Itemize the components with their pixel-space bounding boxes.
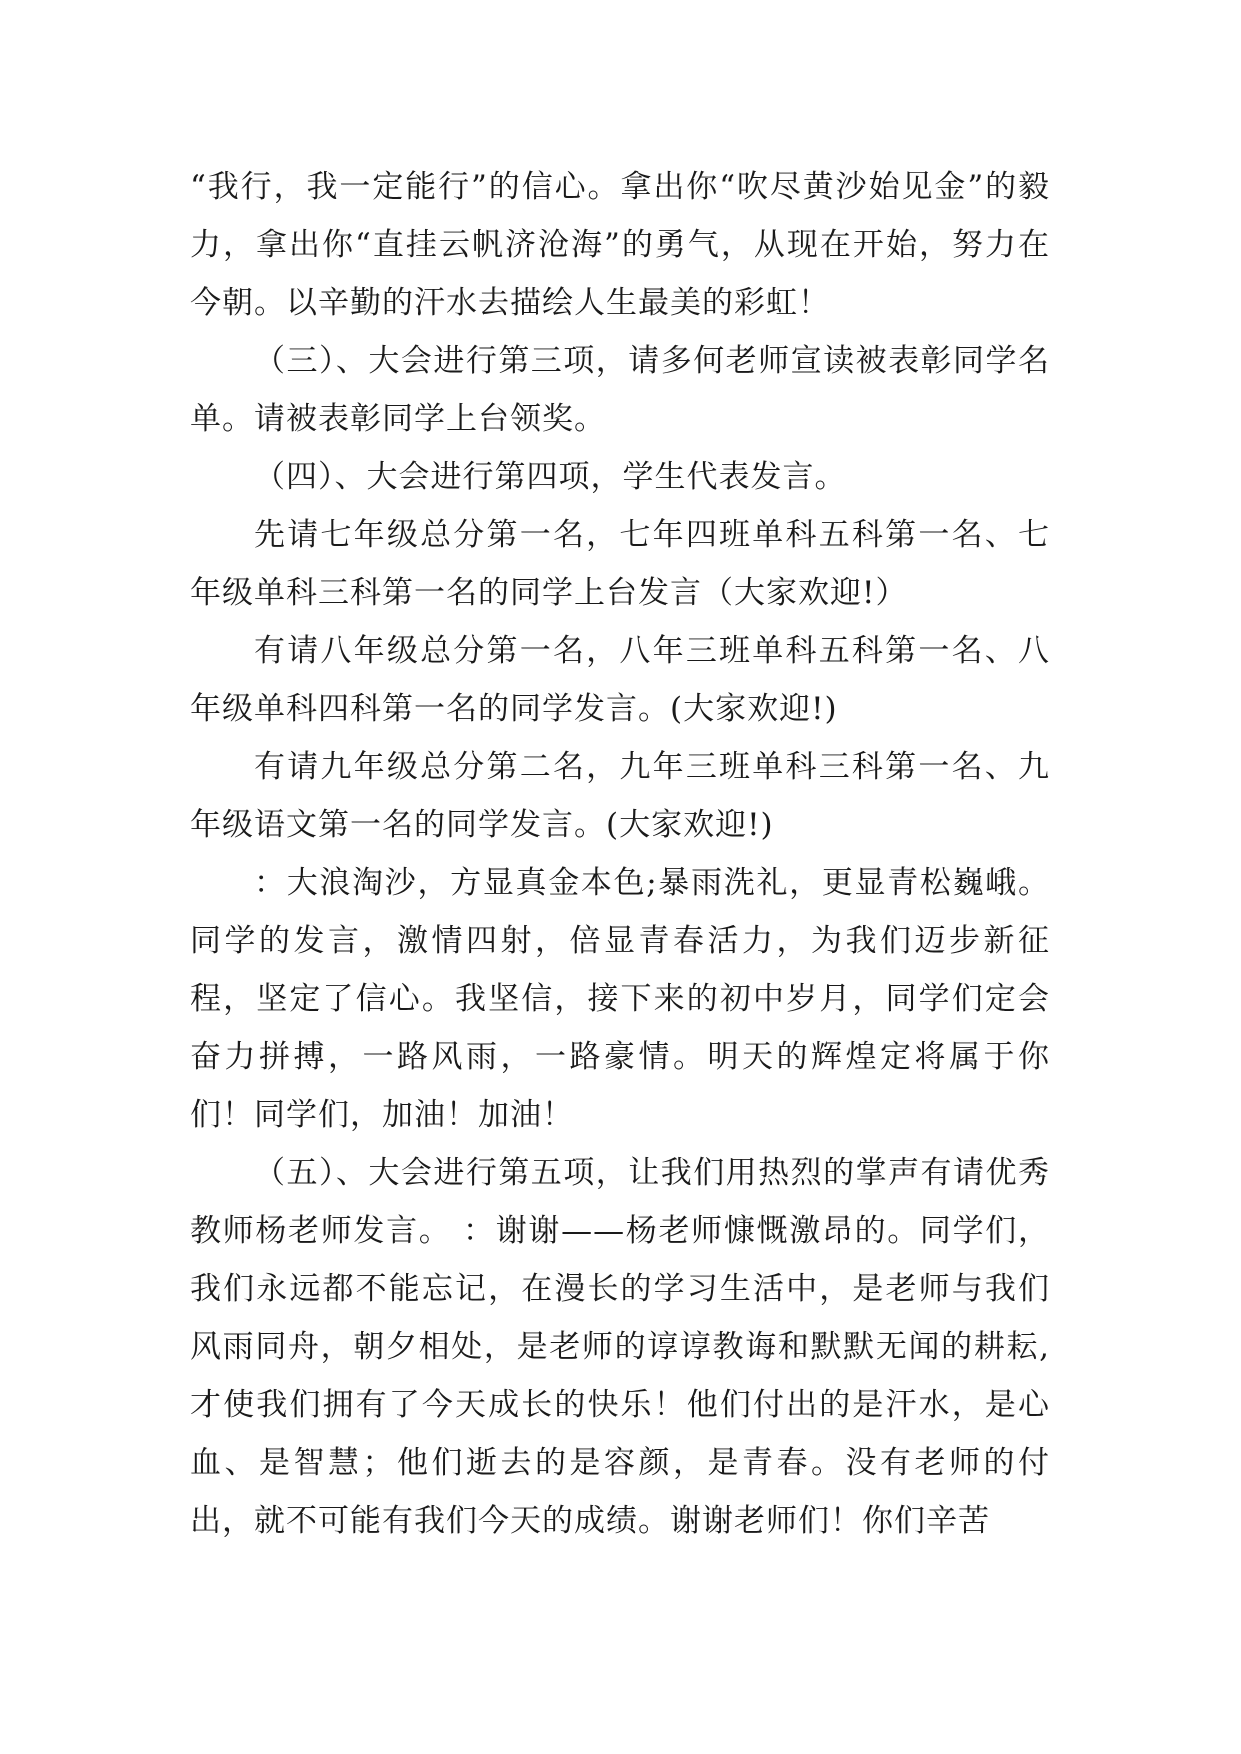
paragraph-grade-seven-speaker: 先请七年级总分第一名，七年四班单科五科第一名、七年级单科三科第一名的同学上台发言（大家欢迎!） [190,517,1050,611]
paragraph-closing-encouragement: “我行，我一定能行”的信心。拿出你“吹尽黄沙始见金”的毅力，拿出你“直挂云帆济沧海”的勇气，从现在开始，努力在今朝。以辛勤的汗水去描绘人生最美的彩虹！ [190,169,1050,321]
paragraph-item-three: （三）、大会进行第三项，请多何老师宣读被表彰同学名单。请被表彰同学上台领奖。 [190,343,1050,437]
paragraph-item-four: （四）、大会进行第四项，学生代表发言。 [254,459,847,495]
document-body [190,158,1050,1550]
paragraph-host-remarks: ：大浪淘沙，方显真金本色;暴雨洗礼，更显青松巍峨。同学的发言，激情四射，倍显青春活力，为我们迈步新征程，坚定了信心。我坚信，接下来的初中岁月，同学们定会奋力拼搏，一路风雨，一路豪情。明天的辉煌定将属于你们！同学们，加油！加油！ [190,865,1050,1133]
paragraph-grade-eight-speaker: 有请八年级总分第一名，八年三班单科五科第一名、八年级单科四科第一名的同学发言。(大家欢迎!) [190,633,1050,727]
paragraph-item-five: （五）、大会进行第五项，让我们用热烈的掌声有请优秀教师杨老师发言。 ：谢谢——杨老师慷慨激昂的。同学们，我们永远都不能忘记，在漫长的学习生活中，是老师与我们风雨同舟，朝夕相处，是老师的谆谆教诲和默默无闻的耕耘,才使我们拥有了今天成长的快乐！他们付出的是汗水，是心血、是智慧；他们逝去的是容颜，是青春。没有老师的付出，就不可能有我们今天的成绩。谢谢老师们！你们辛苦 [190,1155,1050,1539]
paragraph-grade-nine-speaker: 有请九年级总分第二名，九年三班单科三科第一名、九年级语文第一名的同学发言。(大家欢迎!) [190,749,1050,843]
